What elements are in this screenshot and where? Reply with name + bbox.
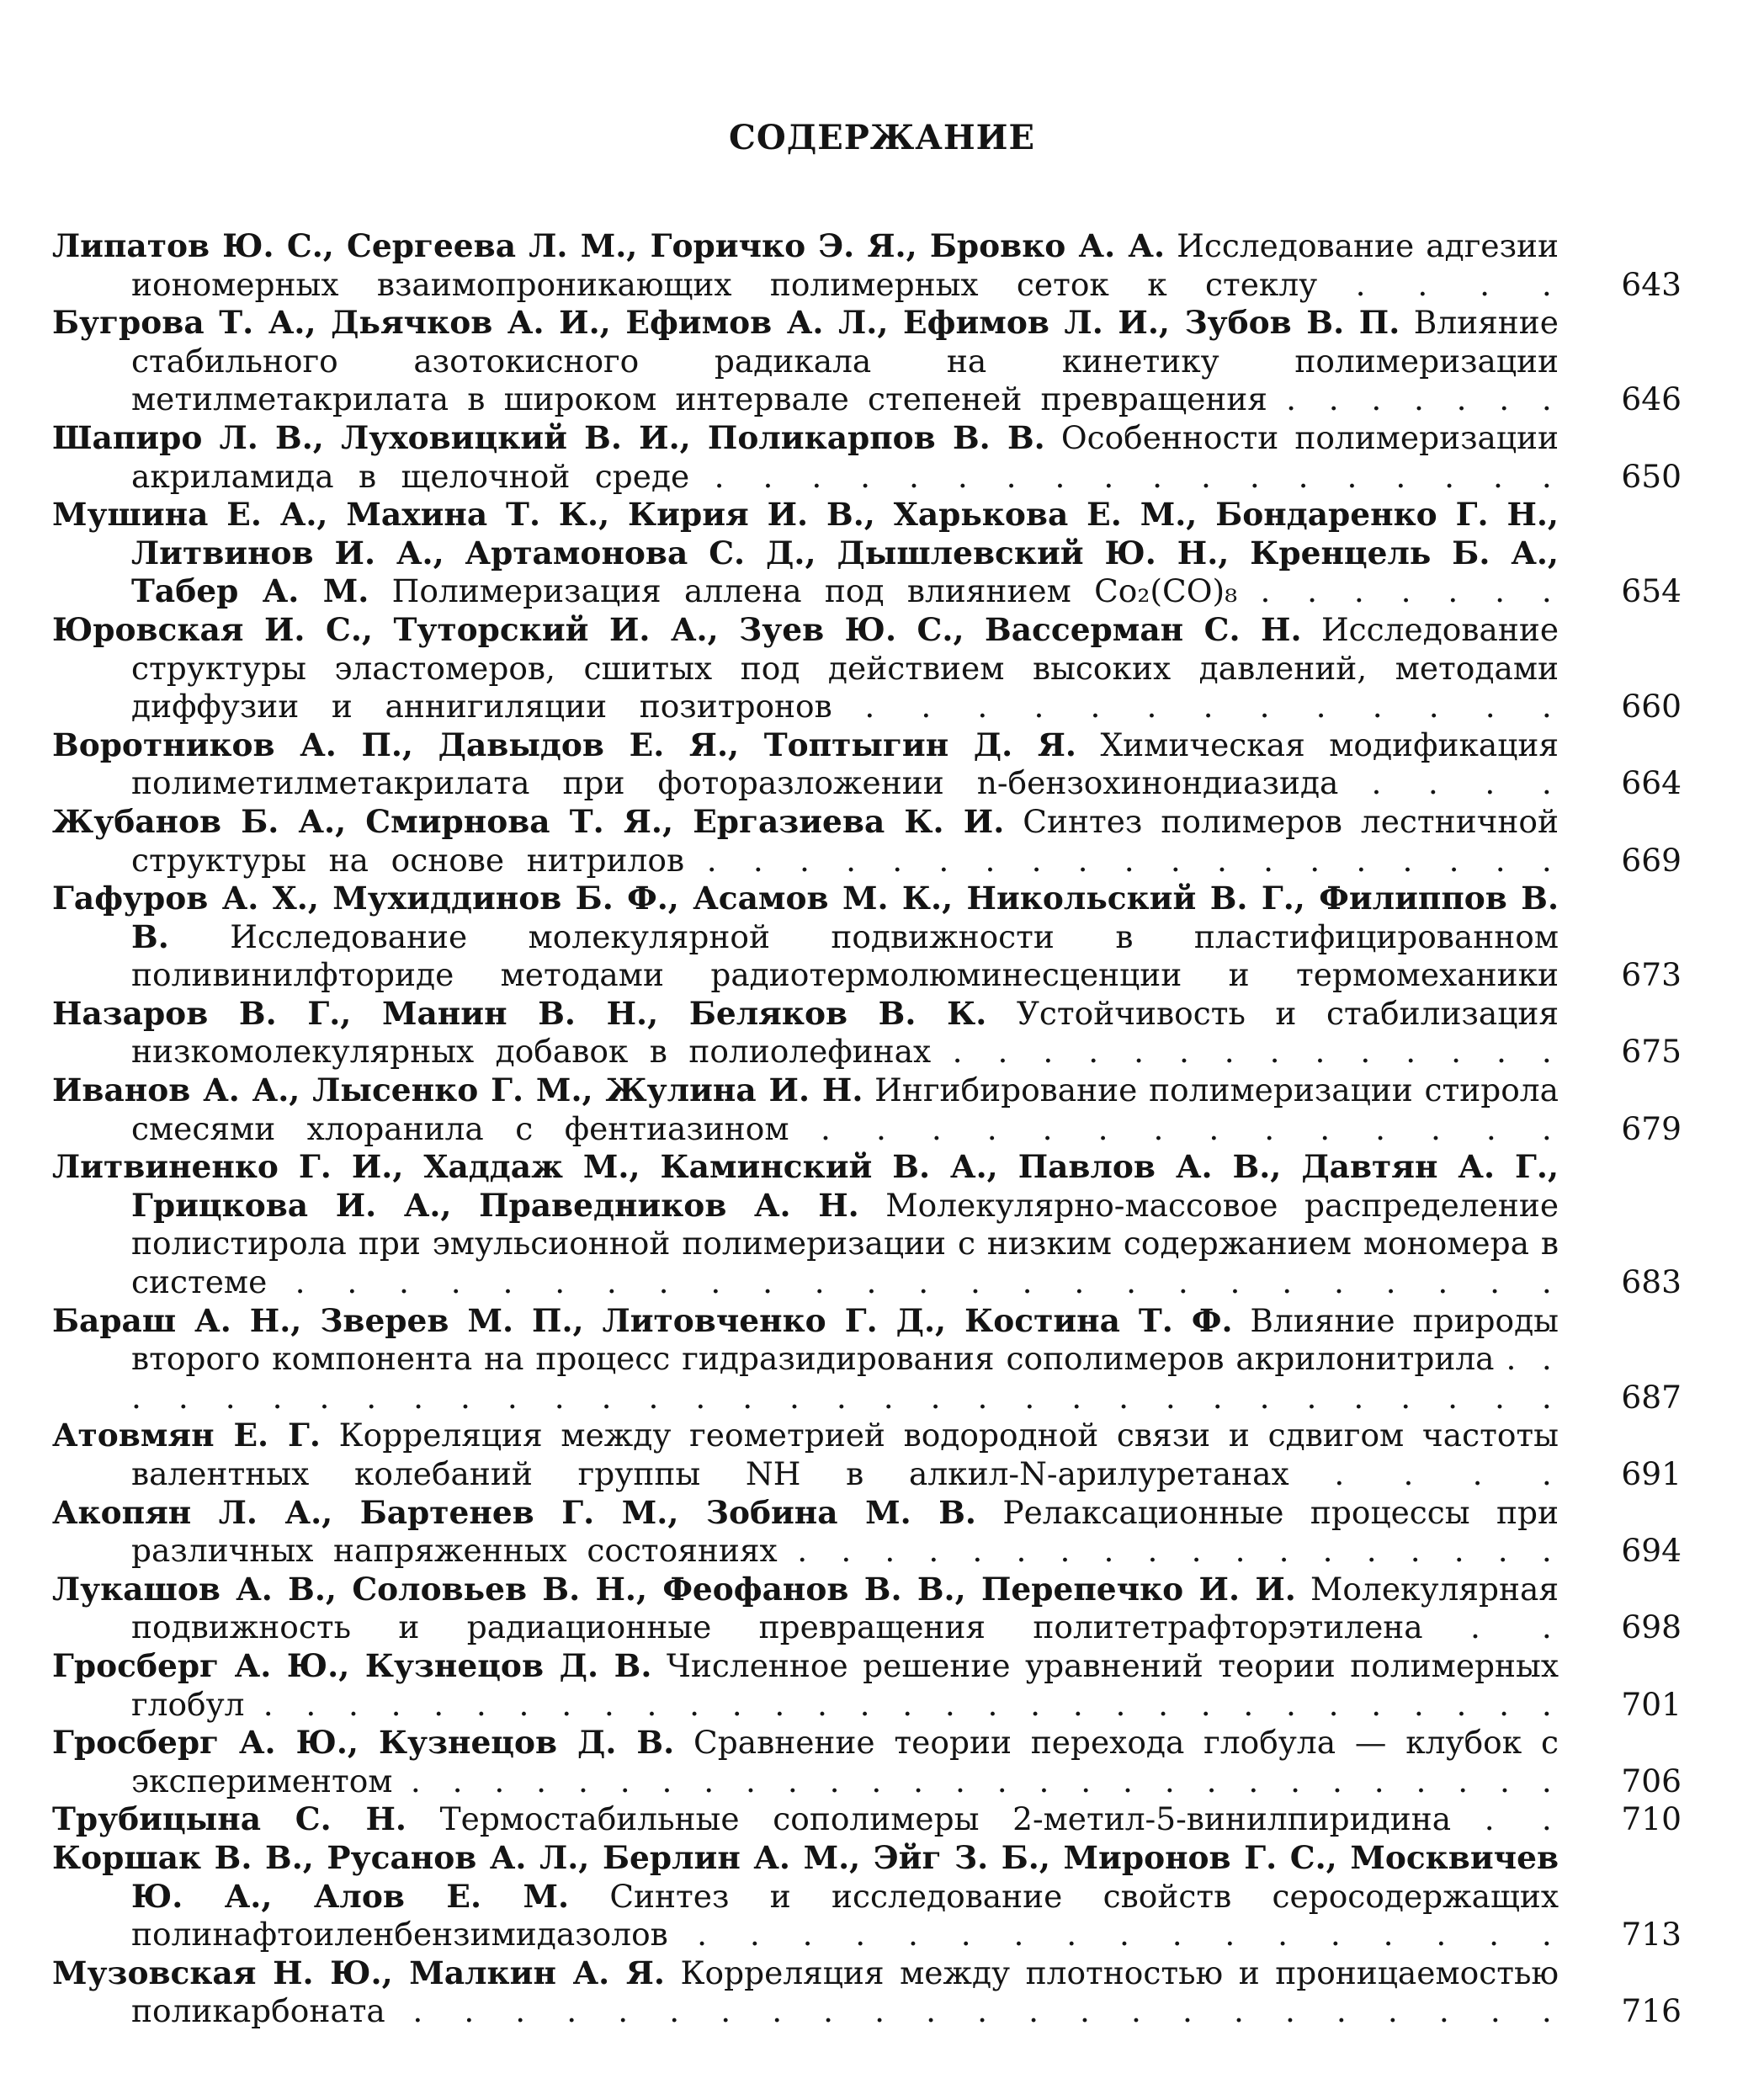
toc-entry-text [52,1647,1559,1724]
toc-entry-title: Синтез и исследование свойств серосодержащих полинафтоиленбензимидазолов [131,1877,1559,1954]
toc-entry-authors: Бараш А. Н., Зверев М. П., Литовченко Г. Д., Костина Т. Ф. [52,1301,1233,1339]
toc-entry-title: Влияние природы второго компонента на процесс гидразидирования сополимеров акрилонитрила [131,1301,1559,1378]
table-of-contents [52,227,1695,2031]
toc-entry [52,1724,1695,1800]
toc-entry-authors: Воротников А. П., Давыдов Е. Я., Топтыгин Д. Я. [52,726,1076,763]
toc-entry-authors: Бугрова Т. А., Дьячков А. И., Ефимов А. Л., Ефимов Л. И., Зубов В. П. [52,304,1400,342]
toc-entry-authors: Акопян Л. А., Бартенев Г. М., Зобина М. В. [52,1493,976,1531]
toc-entry-authors: Гросберг А. Ю., Кузнецов Д. В. [52,1724,675,1762]
toc-entry-title: Термостабильные сополимеры 2-метил-5-винилпиридина [439,1800,1452,1838]
toc-entry-page-number: 698 [1621,1608,1682,1646]
toc-entry-dot-leader: . . . . [1355,265,1559,303]
toc-entry-dot-leader: . . . . . . . . . . . . . . . . . . . . . . . . . . . . . . . [263,1685,1559,1723]
toc-entry-dot-leader: . . . . . . . . . . . . . [864,688,1559,726]
toc-entry-title: Исследование молекулярной подвижности в пластифицированном поливинилфториде методами радиотермолюминесценции и термомеханики [131,917,1559,994]
toc-entry-page-number: 706 [1621,1762,1682,1800]
toc-entry-text [52,1800,1559,1839]
toc-entry-page-number: 691 [1621,1455,1682,1492]
page-heading: СОДЕРЖАНИЕ [729,118,1035,157]
toc-entry-title: Химическая модификация полиметилметакрилата при фоторазложении n-бензохинондиазида [131,726,1559,802]
toc-entry [52,227,1695,304]
toc-entry [52,1954,1695,2031]
toc-entry-page-number: 643 [1621,265,1682,303]
toc-entry-title: Исследование структуры эластомеров, сшитых под действием высоких давлений, методами диффузии и аннигиляции позитронов [131,610,1559,726]
toc-entry-text [52,1839,1559,1954]
toc-entry-title: Синтез полимеров лестничной структуры на основе нитрилов [131,802,1559,879]
toc-entry [52,1148,1695,1301]
toc-entry [52,995,1695,1071]
toc-entry-title: Влияние стабильного азотокисного радикала на кинетику полимеризации метилметакрилата в широком интервале степеней превращения [131,304,1559,418]
toc-entry-title: Устойчивость и стабилизация низкомолекулярных добавок в полиолефинах [131,994,1559,1071]
toc-entry-text [52,419,1559,496]
toc-entry-dot-leader: . . . . [1371,764,1559,802]
toc-entry-dot-leader: . . . . . . . . . . . . . . . . . . . . . . . [412,1992,1559,2030]
toc-entry [52,1800,1695,1839]
toc-entry-authors: Юровская И. С., Туторский И. А., Зуев Ю. С., Вассерман С. Н. [52,610,1302,648]
toc-entry [52,1071,1695,1148]
toc-entry-title: Корреляция между плотностью и проницаемостью поликарбоната [131,1954,1559,2030]
toc-entry [52,1417,1695,1493]
toc-entry [52,880,1695,995]
toc-entry-title: Особенности полимеризации акриламида в щелочной среде [131,418,1559,495]
toc-entry-text [52,803,1559,880]
toc-entry-page-number: 646 [1621,380,1682,418]
toc-entry-page-number: 664 [1621,764,1682,802]
toc-entry-dot-leader: . . . . . . . . . . . . . . . . . . . . . . . . . . . . . . . . . [131,1340,1559,1416]
toc-entry-title: Численное решение уравнений теории полимерных глобул [131,1646,1559,1723]
toc-entry-dot-leader: . . [1470,1608,1559,1646]
toc-entry [52,1494,1695,1571]
toc-entry [52,1571,1695,1647]
toc-entry-text [52,227,1559,304]
toc-entry-page-number: 713 [1621,1916,1682,1954]
toc-entry-authors: Гафуров А. Х., Мухиддинов Б. Ф., Асамов М. К., Никольский В. Г., Филиппов В. В. [52,880,1559,955]
toc-entry-page-number: 710 [1621,1800,1682,1838]
toc-entry-text [52,880,1559,995]
toc-entry [52,1839,1695,1954]
toc-entry [52,726,1695,803]
toc-entry-text [52,496,1559,611]
toc-entry-authors: Коршак В. В., Русанов А. Л., Берлин А. М., Эйг З. Б., Миронов Г. С., Москвичев Ю. А., Алов Е. М. [52,1838,1559,1915]
toc-entry-authors: Иванов А. А., Лысенко Г. М., Жулина И. Н. [52,1071,863,1109]
toc-entry-text [52,1571,1559,1647]
toc-entry-dot-leader: . . . . [1334,1455,1559,1492]
toc-entry-authors: Атовмян Е. Г. [52,1417,321,1454]
toc-entry-authors: Мушина Е. А., Махина Т. К., Кирия И. В., Харькова Е. М., Бондаренко Г. Н., Литвинов И. А., Артамонова С. Д., Дышлевский Ю. Н., Кренцель Б. А., Табер А. М. [52,496,1559,610]
toc-entry-authors: Трубицына С. Н. [52,1800,406,1838]
toc-entry-authors: Шапиро Л. В., Луховицкий В. И., Поликарпов В. В. [52,418,1045,456]
toc-entry [52,304,1695,419]
toc-entry-page-number: 650 [1621,457,1682,495]
toc-entry-dot-leader: . . [1484,1800,1559,1838]
toc-entry-text [52,1494,1559,1571]
toc-entry-text [52,1302,1559,1417]
toc-entry-title: Молекулярная подвижность и радиационные превращения политетрафторэтилена [131,1570,1559,1646]
toc-entry-dot-leader: . . . . . . . . . . . . . . . . . . [797,1532,1559,1570]
toc-entry-text [52,995,1559,1071]
toc-entry-text [52,726,1559,803]
toc-entry-dot-leader: . . . . . . . . . . . . . . . . . . [714,457,1559,495]
toc-entry-title: Корреляция между геометрией водородной связи и сдвигом частоты валентных колебаний группы NH в алкил-N-арилуретанах [131,1417,1559,1492]
toc-entry-dot-leader: . . . . . . . . . . . . . . . . . [697,1916,1559,1954]
toc-entry-page-number: 716 [1621,1992,1682,2030]
toc-entry [52,1302,1695,1417]
toc-entry-dot-leader: . . . . . . . [1260,572,1559,610]
toc-entry-authors: Музовская Н. Ю., Малкин А. Я. [52,1954,665,1991]
toc-entry-page-number: 687 [1621,1378,1682,1416]
toc-entry [52,496,1695,611]
toc-entry-page-number: 675 [1621,1033,1682,1071]
toc-entry-page-number: 673 [1621,956,1682,994]
toc-entry-text [52,1724,1559,1800]
toc-entry-dot-leader: . . . . . . . [1286,380,1559,418]
toc-entry-authors: Литвиненко Г. И., Хаддаж М., Каминский В. А., Павлов А. В., Давтян А. Г., Грицкова И. А., Праведников А. Н. [52,1148,1559,1224]
toc-entry-text [52,611,1559,726]
toc-entry-authors: Назаров В. Г., Манин В. Н., Беляков В. К. [52,994,987,1032]
toc-entry-text [52,1071,1559,1148]
toc-entry [52,611,1695,726]
toc-entry [52,419,1695,496]
toc-entry-page-number: 683 [1621,1263,1682,1301]
toc-entry-text [52,1417,1559,1493]
toc-entry-text [52,1954,1559,2031]
toc-entry-title: Полимеризация аллена под влиянием Co₂(CO)₈ [391,572,1238,610]
toc-entry-authors: Лукашов А. В., Соловьев В. Н., Феофанов В. В., Перепечко И. И. [52,1570,1296,1608]
toc-entry-page-number: 669 [1621,841,1682,879]
toc-entry-authors: Липатов Ю. С., Сергеева Л. М., Горичко Э. Я., Бровко А. А. [52,227,1166,264]
toc-entry-title: Молекулярно-массовое распределение полистирола при эмульсионной полимеризации с низким содержанием мономера в системе [131,1186,1559,1301]
toc-entry-page-number: 694 [1621,1532,1682,1570]
toc-entry [52,803,1695,880]
toc-entry-title: Исследование адгезии иономерных взаимопроникающих полимерных сеток к стеклу [131,227,1559,303]
toc-entry-page-number: 679 [1621,1109,1682,1147]
toc-entry-text [52,304,1559,419]
toc-entry-dot-leader: . . . . . . . . . . . . . . . . . . . [706,841,1559,879]
toc-entry-page-number: 660 [1621,688,1682,726]
toc-entry-dot-leader: . . . . . . . . . . . . . . [952,1033,1559,1071]
toc-entry-text [52,1148,1559,1301]
toc-entry [52,1647,1695,1724]
toc-entry-dot-leader: . . . . . . . . . . . . . . [821,1109,1559,1147]
toc-entry-dot-leader: . . . . . . . . . . . . . . . . . . . . . . . . . [295,1263,1559,1301]
toc-entry-title: Ингибирование полимеризации стирола смесями хлоранила с фентиазином [131,1071,1559,1147]
toc-entry-title: Релаксационные процессы при различных напряженных состояниях [131,1493,1559,1570]
toc-entry-authors: Жубанов Б. А., Смирнова Т. Я., Ергазиева К. И. [52,802,1005,840]
toc-entry-page-number: 701 [1621,1685,1682,1723]
toc-entry-page-number: 654 [1621,572,1682,610]
toc-entry-title: Сравнение теории перехода глобула — клубок с экспериментом [131,1724,1559,1800]
toc-entry-dot-leader: . . . . . . . . . . . . . . . . . . . . . . . . . . . . [410,1762,1559,1800]
toc-entry-authors: Гросберг А. Ю., Кузнецов Д. В. [52,1646,652,1684]
